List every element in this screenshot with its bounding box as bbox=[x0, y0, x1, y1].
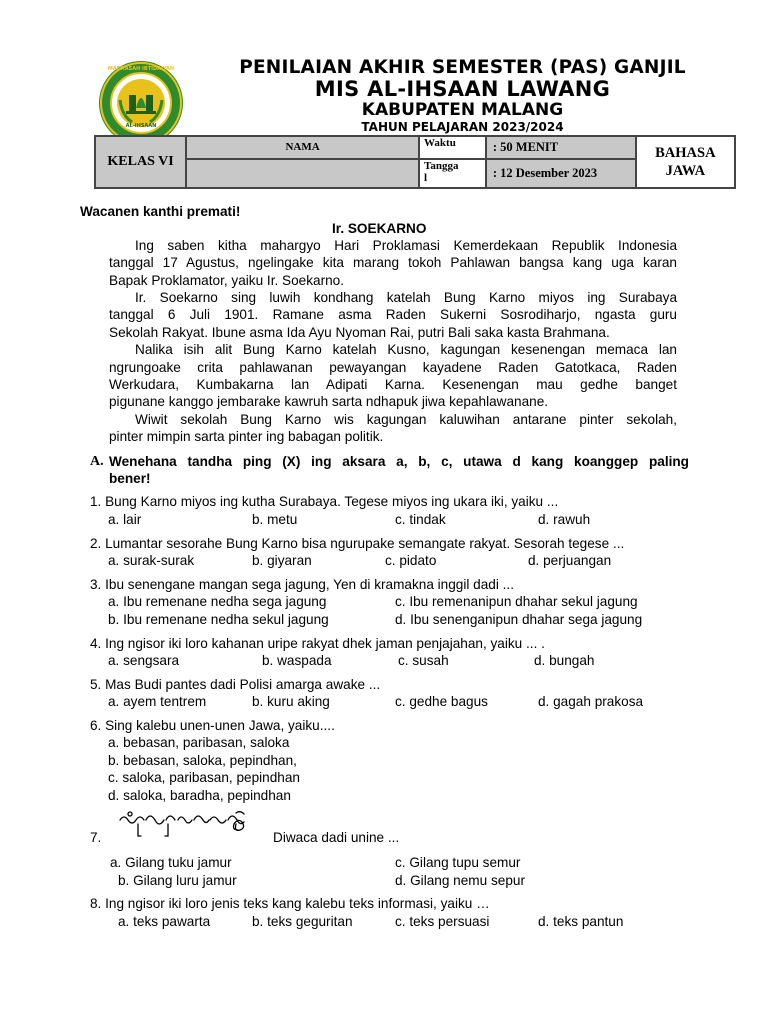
answer-option[interactable]: d. gagah prakosa bbox=[538, 694, 644, 709]
answer-option[interactable]: a. teks pawarta bbox=[118, 914, 211, 929]
answer-option[interactable]: d. rawuh bbox=[538, 512, 591, 527]
date-label-part-1: Tangga bbox=[424, 159, 459, 172]
answer-option[interactable]: a. Ibu remenane nedha sega jagung bbox=[108, 594, 327, 609]
answer-option[interactable]: b. kuru aking bbox=[252, 694, 330, 709]
answer-option[interactable]: d. bungah bbox=[534, 653, 595, 668]
answer-option[interactable]: b. teks geguritan bbox=[252, 914, 353, 929]
academic-year: TAHUN PELAJARAN 2023/2024 bbox=[361, 120, 564, 134]
answer-option[interactable]: b. giyaran bbox=[252, 553, 312, 568]
date-value: : 12 Desember 2023 bbox=[486, 159, 636, 188]
answer-option[interactable]: c. Ibu remenanipun dhahar sekul jagung bbox=[395, 594, 638, 609]
reading-title: Ir. SOEKARNO bbox=[332, 221, 427, 236]
reading-line: ngrungoake crita pahlawanan pewayangan kayadene Raden Gatotkaca, Raden bbox=[109, 360, 677, 375]
answer-option[interactable]: c. susah bbox=[398, 653, 449, 668]
answer-option[interactable]: c. saloka, paribasan, pepindhan bbox=[108, 770, 300, 785]
answer-option[interactable]: a. ayem tentrem bbox=[108, 694, 207, 709]
question-text: 8. Ing ngisor iki loro jenis teks kang kalebu teks informasi, yaiku … bbox=[90, 896, 490, 911]
logo-inner-text: AL-IHSAAN bbox=[125, 123, 157, 129]
answer-option[interactable]: d. teks pantun bbox=[538, 914, 624, 929]
date-label-part-2: l bbox=[424, 171, 428, 184]
time-label: Waktu bbox=[419, 136, 486, 159]
reading-line: tanggal 17 Agustus, ngelingake kita marang tokoh Pahlawan bangsa kang uga karan bbox=[109, 255, 677, 270]
subject-line-1: BAHASA bbox=[655, 145, 716, 161]
answer-option[interactable]: d. saloka, baradha, pepindhan bbox=[108, 788, 291, 803]
name-label: NAMA bbox=[186, 136, 419, 159]
reading-line: Bapak Proklamator, yaiku Ir. Soekarno. bbox=[109, 273, 344, 288]
answer-option[interactable]: b. metu bbox=[252, 512, 298, 527]
reading-line: Sekolah Rakyat. Ibune asma Ida Ayu Nyoman Rai, putri Bali saka kasta Brahmana. bbox=[109, 325, 610, 340]
answer-option[interactable]: c. Gilang tupu semur bbox=[395, 855, 521, 870]
answer-option[interactable]: a. lair bbox=[108, 512, 142, 527]
answer-option[interactable]: c. teks persuasi bbox=[395, 914, 490, 929]
name-field[interactable] bbox=[186, 159, 419, 188]
section-letter: A. bbox=[90, 454, 104, 469]
answer-option[interactable]: d. Gilang nemu sepur bbox=[395, 873, 525, 888]
reading-instruction: Wacanen kanthi premati! bbox=[80, 204, 241, 219]
school-name: MIS AL-IHSAAN LAWANG bbox=[314, 77, 611, 101]
question-text: 1. Bung Karno miyos ing kutha Surabaya. Tegese miyos ing ukara iki, yaiku ... bbox=[90, 494, 559, 509]
answer-option[interactable]: a. surak-surak bbox=[108, 553, 195, 568]
answer-option[interactable]: d. perjuangan bbox=[528, 553, 612, 568]
exam-info-table bbox=[94, 135, 736, 189]
answer-option[interactable]: a. Gilang tuku jamur bbox=[110, 855, 232, 870]
school-logo-icon bbox=[98, 60, 184, 146]
question-text: Diwaca dadi unine ... bbox=[273, 830, 400, 845]
class-cell: KELAS VI bbox=[95, 136, 186, 188]
reading-line: Ing saben kitha mahargyo Hari Proklamasi Kemerdekaan Republik Indonesia bbox=[135, 238, 677, 253]
reading-line: Nalika isih alit Bung Karno katelah Kusno, kagungan kesenengan memaca lan bbox=[135, 342, 677, 357]
reading-line: pinter mimpin sarta pinter ing babagan politik. bbox=[109, 429, 384, 444]
javanese-script-image bbox=[118, 810, 254, 846]
answer-option[interactable]: c. tindak bbox=[395, 512, 446, 527]
subject-line-2: JAWA bbox=[665, 163, 706, 179]
date-label bbox=[419, 159, 486, 188]
reading-line: pigunane kanggo jembarake kawruh sarta ndhapuk jiwa kepahlawanane. bbox=[109, 394, 549, 409]
subject-cell bbox=[636, 136, 735, 188]
question-text: 3. Ibu senengane mangan sega jagung, Yen di kramakna inggil dadi ... bbox=[90, 577, 514, 592]
question-text: 6. Sing kalebu unen-unen Jawa, yaiku.... bbox=[90, 718, 335, 733]
question-text: 5. Mas Budi pantes dadi Polisi amarga awake ... bbox=[90, 677, 381, 692]
logo-ring-text: MADRASAH IBTIDAIYAH bbox=[107, 66, 175, 72]
answer-option[interactable]: a. sengsara bbox=[108, 653, 180, 668]
answer-option[interactable]: b. Ibu remenane nedha sekul jagung bbox=[108, 612, 329, 627]
answer-option[interactable]: b. waspada bbox=[262, 653, 332, 668]
exam-title: PENILAIAN AKHIR SEMESTER (PAS) GANJIL bbox=[239, 57, 686, 78]
answer-option[interactable]: c. gedhe bagus bbox=[395, 694, 488, 709]
reading-line: Ir. Soekarno sing luwih kondhang katelah Bung Karno miyos ing Surabaya bbox=[135, 290, 677, 305]
answer-option[interactable]: d. Ibu senenganipun dhahar sega jagung bbox=[395, 612, 643, 627]
section-instruction: bener! bbox=[109, 471, 151, 486]
question-text: 2. Lumantar sesorahe Bung Karno bisa ngurupake semangate rakyat. Sesorah tegese ... bbox=[90, 536, 625, 551]
answer-option[interactable]: c. pidato bbox=[385, 553, 437, 568]
time-value: : 50 MENIT bbox=[486, 136, 636, 159]
reading-line: tanggal 6 Juli 1901. Ramane asma Raden Sukerni Sosrodiharjo, ngasta guru bbox=[109, 307, 677, 322]
section-instruction: Wenehana tandha ping (X) ing aksara a, b, c, utawa d kang koanggep paling bbox=[109, 454, 689, 469]
question-number: 7. bbox=[90, 830, 102, 845]
answer-option[interactable]: b. Gilang luru jamur bbox=[118, 873, 237, 888]
answer-option[interactable]: a. bebasan, paribasan, saloka bbox=[108, 735, 290, 750]
reading-line: Wiwit sekolah Bung Karno wis kagungan kaluwihan antarane pinter sekolah, bbox=[135, 412, 677, 427]
answer-option[interactable]: b. bebasan, saloka, pepindhan, bbox=[108, 753, 297, 768]
district-name: KABUPATEN MALANG bbox=[361, 100, 564, 120]
reading-line: Werkudara, Kumbakarna lan Adipati Karna. Kesenengan mau gedhe banget bbox=[109, 377, 677, 392]
question-text: 4. Ing ngisor iki loro kahanan uripe rakyat dhek jaman penjajahan, yaiku ... . bbox=[90, 636, 545, 651]
